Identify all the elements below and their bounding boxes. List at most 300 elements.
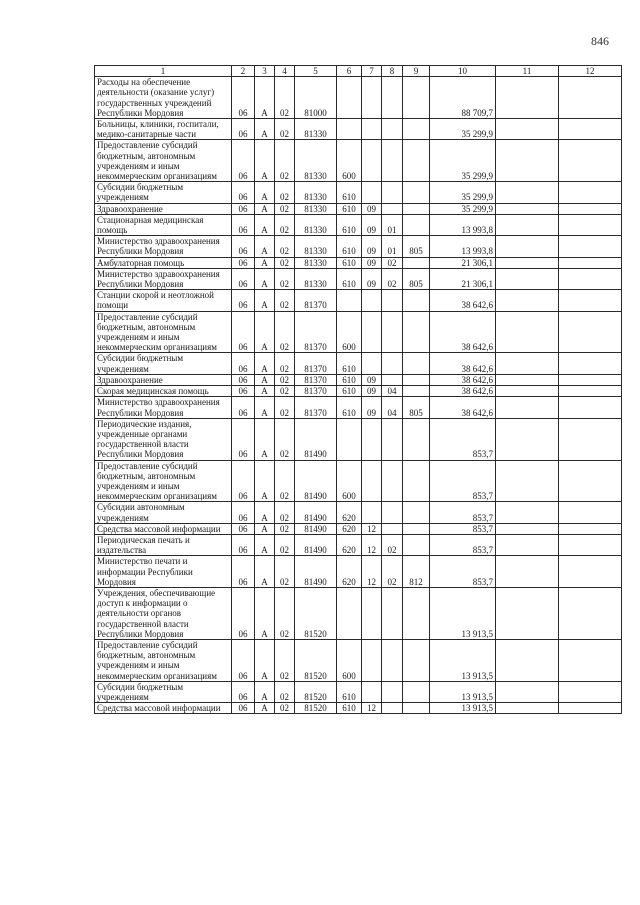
cell-col6: 620 <box>337 556 362 588</box>
cell-col12 <box>559 534 622 555</box>
cell-col8 <box>382 460 403 502</box>
cell-col4: 02 <box>275 257 295 268</box>
col-header: 7 <box>362 66 382 77</box>
table-row <box>95 311 622 353</box>
cell-col11 <box>496 119 559 140</box>
cell-col3: А <box>255 397 275 418</box>
cell-col2: 06 <box>232 418 255 460</box>
cell-name: Средства массовой информации <box>95 703 232 714</box>
cell-col6: 600 <box>337 460 362 502</box>
cell-col2: 06 <box>232 182 255 203</box>
cell-col4: 02 <box>275 639 295 681</box>
cell-col9 <box>403 386 430 397</box>
cell-col5: 81490 <box>295 460 337 502</box>
cell-col2: 06 <box>232 534 255 555</box>
cell-col3: А <box>255 182 275 203</box>
cell-col8 <box>382 374 403 385</box>
cell-col6: 610 <box>337 182 362 203</box>
col-header: 1 <box>95 66 232 77</box>
table-row <box>95 374 622 385</box>
cell-col5: 81330 <box>295 257 337 268</box>
cell-col8: 01 <box>382 214 403 235</box>
cell-col6: 610 <box>337 397 362 418</box>
page-number: 846 <box>591 34 609 48</box>
cell-col8 <box>382 587 403 639</box>
cell-amount: 21 306,1 <box>430 257 496 268</box>
cell-col12 <box>559 257 622 268</box>
cell-amount: 13 913,5 <box>430 681 496 702</box>
cell-col5: 81370 <box>295 311 337 353</box>
cell-amount: 38 642,6 <box>430 386 496 397</box>
cell-name: Амбулаторная помощь <box>95 257 232 268</box>
col-header: 6 <box>337 66 362 77</box>
cell-col6: 610 <box>337 703 362 714</box>
cell-amount: 35 299,9 <box>430 203 496 214</box>
cell-col7 <box>362 418 382 460</box>
cell-col11 <box>496 397 559 418</box>
cell-col11 <box>496 534 559 555</box>
cell-col11 <box>496 639 559 681</box>
cell-col12 <box>559 214 622 235</box>
cell-col2: 06 <box>232 460 255 502</box>
table-row <box>95 523 622 534</box>
cell-col5: 81490 <box>295 556 337 588</box>
cell-amount: 853,7 <box>430 556 496 588</box>
cell-col11 <box>496 556 559 588</box>
cell-col9 <box>403 502 430 523</box>
cell-name: Здравоохранение <box>95 374 232 385</box>
cell-col3: А <box>255 236 275 257</box>
table-row <box>95 290 622 311</box>
cell-col12 <box>559 556 622 588</box>
cell-col6: 610 <box>337 681 362 702</box>
cell-col11 <box>496 374 559 385</box>
cell-col4: 02 <box>275 311 295 353</box>
cell-col2: 06 <box>232 311 255 353</box>
table-row <box>95 214 622 235</box>
cell-amount: 35 299,9 <box>430 119 496 140</box>
cell-col9 <box>403 587 430 639</box>
cell-name: Министерство здравоохранения Республики Мордовия <box>95 397 232 418</box>
table-row <box>95 353 622 374</box>
cell-col7 <box>362 311 382 353</box>
cell-col8 <box>382 681 403 702</box>
cell-col5: 81370 <box>295 353 337 374</box>
cell-col12 <box>559 374 622 385</box>
table-row <box>95 639 622 681</box>
cell-col9 <box>403 119 430 140</box>
cell-name: Министерство печати и информации Республики Мордовия <box>95 556 232 588</box>
cell-name: Предоставление субсидий бюджетным, автономным учреждениям и иным некоммерческим организациям <box>95 639 232 681</box>
cell-col3: А <box>255 460 275 502</box>
cell-col9 <box>403 353 430 374</box>
cell-col6: 600 <box>337 639 362 681</box>
cell-col11 <box>496 257 559 268</box>
cell-col6 <box>337 418 362 460</box>
cell-col5: 81330 <box>295 140 337 182</box>
col-header: 9 <box>403 66 430 77</box>
table-row <box>95 386 622 397</box>
cell-col6: 610 <box>337 374 362 385</box>
cell-col2: 06 <box>232 236 255 257</box>
cell-col2: 06 <box>232 681 255 702</box>
cell-col9 <box>403 523 430 534</box>
cell-col6 <box>337 290 362 311</box>
cell-col2: 06 <box>232 77 255 119</box>
cell-col7: 09 <box>362 386 382 397</box>
cell-col7 <box>362 77 382 119</box>
cell-col12 <box>559 639 622 681</box>
cell-col3: А <box>255 386 275 397</box>
cell-col8 <box>382 140 403 182</box>
cell-col3: А <box>255 374 275 385</box>
cell-name: Субсидии бюджетным учреждениям <box>95 681 232 702</box>
cell-col3: А <box>255 268 275 289</box>
cell-name: Периодическая печать и издательства <box>95 534 232 555</box>
cell-col2: 06 <box>232 523 255 534</box>
cell-col5: 81490 <box>295 534 337 555</box>
cell-col8 <box>382 502 403 523</box>
cell-col4: 02 <box>275 77 295 119</box>
cell-col7: 09 <box>362 268 382 289</box>
cell-col4: 02 <box>275 681 295 702</box>
cell-col3: А <box>255 556 275 588</box>
cell-col6: 610 <box>337 353 362 374</box>
col-header: 12 <box>559 66 622 77</box>
cell-col4: 02 <box>275 268 295 289</box>
cell-col6: 610 <box>337 236 362 257</box>
cell-col8 <box>382 353 403 374</box>
cell-col7: 09 <box>362 214 382 235</box>
cell-col7: 09 <box>362 203 382 214</box>
cell-col3: А <box>255 523 275 534</box>
cell-name: Субсидии бюджетным учреждениям <box>95 182 232 203</box>
cell-col3: А <box>255 534 275 555</box>
cell-col8: 02 <box>382 268 403 289</box>
cell-col6: 610 <box>337 214 362 235</box>
cell-col12 <box>559 523 622 534</box>
cell-amount: 853,7 <box>430 460 496 502</box>
cell-col4: 02 <box>275 140 295 182</box>
cell-col3: А <box>255 353 275 374</box>
cell-col4: 02 <box>275 418 295 460</box>
cell-col6: 610 <box>337 386 362 397</box>
cell-col9 <box>403 703 430 714</box>
cell-col9 <box>403 140 430 182</box>
cell-col2: 06 <box>232 374 255 385</box>
cell-col8 <box>382 523 403 534</box>
cell-col12 <box>559 290 622 311</box>
cell-col3: А <box>255 140 275 182</box>
cell-col9: 805 <box>403 236 430 257</box>
cell-col12 <box>559 386 622 397</box>
cell-col7 <box>362 119 382 140</box>
cell-amount: 13 913,5 <box>430 587 496 639</box>
table-row <box>95 397 622 418</box>
cell-col5: 81370 <box>295 290 337 311</box>
cell-col11 <box>496 418 559 460</box>
cell-name: Учреждения, обеспечивающие доступ к информации о деятельности органов государственной власти Республики Мордовия <box>95 587 232 639</box>
cell-col12 <box>559 236 622 257</box>
table-row <box>95 703 622 714</box>
cell-col7 <box>362 290 382 311</box>
table-row <box>95 236 622 257</box>
cell-name: Предоставление субсидий бюджетным, автономным учреждениям и иным некоммерческим организациям <box>95 140 232 182</box>
cell-col2: 06 <box>232 386 255 397</box>
cell-col5: 81520 <box>295 703 337 714</box>
cell-col4: 02 <box>275 182 295 203</box>
cell-col7: 12 <box>362 534 382 555</box>
cell-amount: 13 913,5 <box>430 703 496 714</box>
cell-col4: 02 <box>275 703 295 714</box>
cell-col2: 06 <box>232 140 255 182</box>
cell-col6: 600 <box>337 140 362 182</box>
cell-col5: 81370 <box>295 374 337 385</box>
cell-name: Субсидии автономным учреждениям <box>95 502 232 523</box>
table-row <box>95 182 622 203</box>
cell-col2: 06 <box>232 290 255 311</box>
cell-col11 <box>496 460 559 502</box>
cell-col11 <box>496 182 559 203</box>
cell-col2: 06 <box>232 639 255 681</box>
cell-col2: 06 <box>232 257 255 268</box>
cell-col8 <box>382 703 403 714</box>
cell-col8 <box>382 290 403 311</box>
cell-col8 <box>382 639 403 681</box>
cell-col8: 02 <box>382 556 403 588</box>
cell-col2: 06 <box>232 397 255 418</box>
cell-col12 <box>559 703 622 714</box>
cell-col4: 02 <box>275 460 295 502</box>
cell-col2: 06 <box>232 587 255 639</box>
cell-col4: 02 <box>275 203 295 214</box>
cell-col7 <box>362 587 382 639</box>
cell-col4: 02 <box>275 353 295 374</box>
cell-col11 <box>496 587 559 639</box>
cell-col4: 02 <box>275 236 295 257</box>
cell-col3: А <box>255 681 275 702</box>
cell-col11 <box>496 311 559 353</box>
cell-col3: А <box>255 639 275 681</box>
cell-col5: 81330 <box>295 268 337 289</box>
cell-col11 <box>496 523 559 534</box>
cell-col11 <box>496 203 559 214</box>
cell-col5: 81370 <box>295 397 337 418</box>
cell-amount: 38 642,6 <box>430 311 496 353</box>
cell-col12 <box>559 140 622 182</box>
cell-col3: А <box>255 311 275 353</box>
cell-col2: 06 <box>232 214 255 235</box>
cell-col8 <box>382 182 403 203</box>
cell-name: Скорая медицинская помощь <box>95 386 232 397</box>
cell-col2: 06 <box>232 502 255 523</box>
cell-amount: 38 642,6 <box>430 397 496 418</box>
cell-col12 <box>559 460 622 502</box>
cell-col8 <box>382 418 403 460</box>
cell-col6: 620 <box>337 502 362 523</box>
cell-col5: 81330 <box>295 119 337 140</box>
cell-col6: 620 <box>337 523 362 534</box>
cell-col11 <box>496 681 559 702</box>
cell-col3: А <box>255 257 275 268</box>
cell-col8: 04 <box>382 386 403 397</box>
cell-col9 <box>403 534 430 555</box>
cell-col5: 81490 <box>295 502 337 523</box>
cell-col7: 12 <box>362 703 382 714</box>
cell-amount: 88 709,7 <box>430 77 496 119</box>
cell-col7 <box>362 502 382 523</box>
cell-col7 <box>362 681 382 702</box>
cell-col11 <box>496 140 559 182</box>
cell-col12 <box>559 77 622 119</box>
cell-amount: 13 913,5 <box>430 639 496 681</box>
cell-col11 <box>496 214 559 235</box>
cell-col7: 12 <box>362 556 382 588</box>
cell-col9 <box>403 460 430 502</box>
cell-amount: 35 299,9 <box>430 140 496 182</box>
cell-col4: 02 <box>275 290 295 311</box>
table-row <box>95 140 622 182</box>
cell-col4: 02 <box>275 397 295 418</box>
col-header: 4 <box>275 66 295 77</box>
header-row <box>95 66 622 77</box>
cell-col12 <box>559 681 622 702</box>
cell-col9 <box>403 203 430 214</box>
cell-col5: 81330 <box>295 203 337 214</box>
cell-col11 <box>496 386 559 397</box>
cell-col4: 02 <box>275 374 295 385</box>
cell-col4: 02 <box>275 502 295 523</box>
cell-col9 <box>403 257 430 268</box>
cell-col2: 06 <box>232 268 255 289</box>
cell-name: Больницы, клиники, госпитали, медико-санитарные части <box>95 119 232 140</box>
cell-col9 <box>403 290 430 311</box>
cell-col12 <box>559 397 622 418</box>
cell-col8: 02 <box>382 534 403 555</box>
cell-col7: 09 <box>362 374 382 385</box>
cell-col4: 02 <box>275 534 295 555</box>
cell-amount: 38 642,6 <box>430 290 496 311</box>
cell-col5: 81490 <box>295 418 337 460</box>
cell-col11 <box>496 502 559 523</box>
cell-col8 <box>382 119 403 140</box>
table-row <box>95 534 622 555</box>
cell-col4: 02 <box>275 386 295 397</box>
cell-col4: 02 <box>275 119 295 140</box>
cell-col4: 02 <box>275 587 295 639</box>
cell-col6: 610 <box>337 257 362 268</box>
cell-name: Здравоохранение <box>95 203 232 214</box>
cell-amount: 38 642,6 <box>430 353 496 374</box>
cell-col3: А <box>255 203 275 214</box>
cell-col4: 02 <box>275 556 295 588</box>
cell-col12 <box>559 119 622 140</box>
table-row <box>95 77 622 119</box>
cell-name: Предоставление субсидий бюджетным, автономным учреждениям и иным некоммерческим организациям <box>95 460 232 502</box>
table-row <box>95 119 622 140</box>
table-row <box>95 556 622 588</box>
cell-col3: А <box>255 502 275 523</box>
cell-col4: 02 <box>275 523 295 534</box>
cell-col7: 12 <box>362 523 382 534</box>
cell-name: Министерство здравоохранения Республики Мордовия <box>95 268 232 289</box>
cell-col9 <box>403 77 430 119</box>
cell-amount: 853,7 <box>430 534 496 555</box>
cell-col8 <box>382 203 403 214</box>
cell-col8: 02 <box>382 257 403 268</box>
cell-col8 <box>382 311 403 353</box>
cell-amount: 13 993,8 <box>430 236 496 257</box>
table-row <box>95 587 622 639</box>
cell-col2: 06 <box>232 119 255 140</box>
cell-col12 <box>559 268 622 289</box>
table-row <box>95 418 622 460</box>
cell-col5: 81370 <box>295 386 337 397</box>
cell-col6: 610 <box>337 203 362 214</box>
cell-col7: 09 <box>362 257 382 268</box>
cell-col3: А <box>255 703 275 714</box>
budget-table <box>94 65 622 714</box>
cell-col12 <box>559 587 622 639</box>
cell-col11 <box>496 290 559 311</box>
cell-amount: 21 306,1 <box>430 268 496 289</box>
cell-col7 <box>362 140 382 182</box>
table-row <box>95 203 622 214</box>
cell-col2: 06 <box>232 353 255 374</box>
cell-col12 <box>559 203 622 214</box>
cell-col4: 02 <box>275 214 295 235</box>
cell-name: Субсидии бюджетным учреждениям <box>95 353 232 374</box>
cell-col12 <box>559 418 622 460</box>
cell-col7 <box>362 353 382 374</box>
cell-col9 <box>403 639 430 681</box>
cell-col5: 81520 <box>295 639 337 681</box>
cell-col12 <box>559 502 622 523</box>
cell-col9 <box>403 374 430 385</box>
cell-col11 <box>496 236 559 257</box>
cell-col8: 01 <box>382 236 403 257</box>
cell-col9: 805 <box>403 397 430 418</box>
cell-col5: 81520 <box>295 587 337 639</box>
cell-amount: 38 642,6 <box>430 374 496 385</box>
cell-col9 <box>403 681 430 702</box>
table-row <box>95 502 622 523</box>
cell-col12 <box>559 182 622 203</box>
cell-col9: 805 <box>403 268 430 289</box>
cell-col6 <box>337 119 362 140</box>
cell-col11 <box>496 268 559 289</box>
cell-name: Стационарная медицинская помощь <box>95 214 232 235</box>
col-header: 11 <box>496 66 559 77</box>
cell-col7 <box>362 460 382 502</box>
cell-col6: 620 <box>337 534 362 555</box>
col-header: 10 <box>430 66 496 77</box>
col-header: 5 <box>295 66 337 77</box>
cell-col3: А <box>255 290 275 311</box>
cell-name: Периодические издания, учрежденные органами государственной власти Республики Мордовия <box>95 418 232 460</box>
cell-col12 <box>559 353 622 374</box>
cell-col5: 81330 <box>295 236 337 257</box>
cell-col7 <box>362 182 382 203</box>
cell-col8: 04 <box>382 397 403 418</box>
cell-col6: 600 <box>337 311 362 353</box>
col-header: 3 <box>255 66 275 77</box>
cell-col11 <box>496 703 559 714</box>
cell-col9: 812 <box>403 556 430 588</box>
cell-col5: 81490 <box>295 523 337 534</box>
cell-name: Министерство здравоохранения Республики Мордовия <box>95 236 232 257</box>
cell-col7: 09 <box>362 236 382 257</box>
